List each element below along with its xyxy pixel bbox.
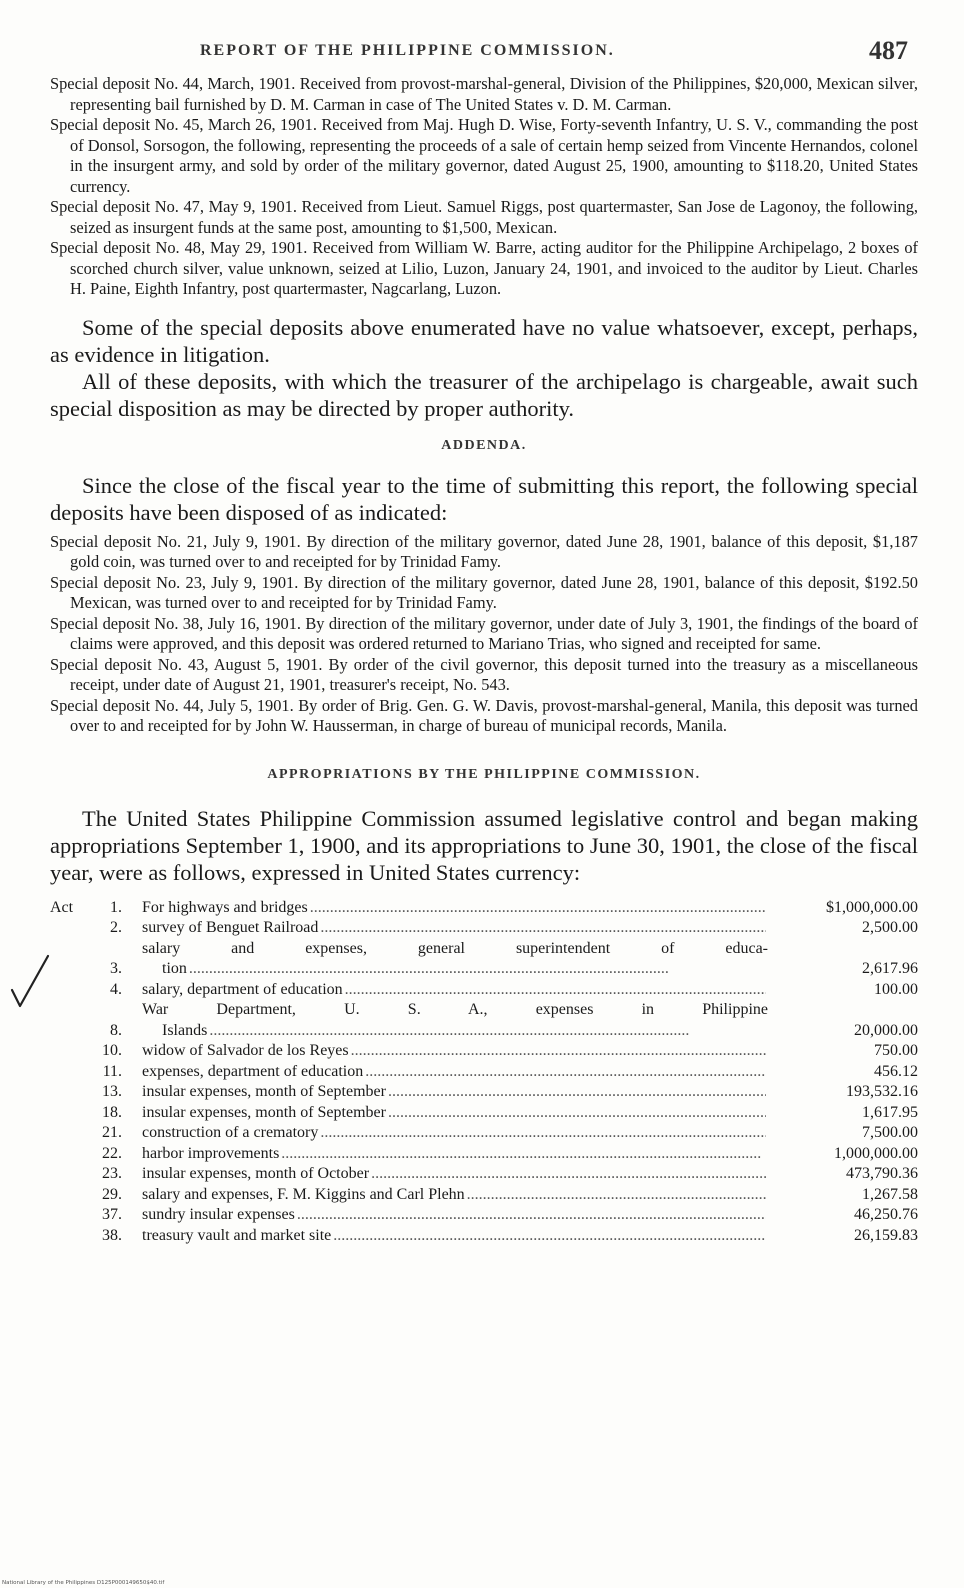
act-amount: 473,790.36 [846, 1165, 918, 1182]
table-row [50, 1185, 918, 1206]
addenda-entry: Special deposit No. 44, July 5, 1901. By order of Brig. Gen. G. W. Davis, provost-marshal-general, Manila, this deposit was turned over to and receipted for by John W. Hausserman, in charge of bureau of municipal records, Manila. [50, 695, 918, 735]
act-description: survey of Benguet Railroad ..... [142, 918, 768, 939]
act-amount: 20,000.00 [854, 1021, 918, 1039]
act-amount: 2,500.00 [862, 919, 918, 936]
addenda-entry: Special deposit No. 23, July 9, 1901. By direction of the military governor, dated June 28, 1901, balance of this deposit, $192.50 Mexican, was turned over to and receipted for by Trinidad Famy. [50, 572, 918, 612]
table-row [50, 939, 918, 980]
act-amount: 750.00 [874, 1042, 918, 1059]
addenda-entry: Special deposit No. 21, July 9, 1901. By direction of the military governor, dated June 28, 1901, balance of this deposit, $1,187 gold coin, was turned over to and receipted for by Trinidad Famy. [50, 531, 918, 571]
table-row [50, 1000, 918, 1041]
act-description: expenses, department of education ..... [142, 1062, 768, 1083]
addenda-heading: ADDENDA. [441, 437, 527, 453]
act-description: For highways and bridges ..... [142, 898, 768, 919]
act-number: 38. [102, 1226, 122, 1244]
scan-footer-note: National Library of the Philippines D125P000149650$40.tif [2, 1580, 165, 1586]
table-row [50, 1041, 918, 1062]
addenda-entry: Special deposit No. 43, August 5, 1901. By order of the civil governor, this deposit turned into the treasury as a miscellaneous receipt, under date of August 21, 1901, treasurer's receipt, No. 543. [50, 654, 918, 694]
act-description: War Department, U. S. A., expenses in Philippine Islands ..... [142, 1000, 768, 1041]
act-description: harbor improvements ..... [142, 1144, 768, 1165]
table-row [50, 980, 918, 1001]
act-number: 13. [102, 1083, 122, 1100]
table-row [50, 1062, 918, 1083]
addenda-intro: Since the close of the fiscal year to the time of submitting this report, the following special deposits have been disposed of as indicated: [50, 472, 918, 525]
table-row [50, 1164, 918, 1185]
act-description: construction of a crematory ..... [142, 1123, 768, 1144]
special-deposits-list [50, 74, 918, 300]
appropriations-table [50, 898, 918, 1247]
act-description: salary and expenses, F. M. Kiggins and Carl Plehn ..... [142, 1185, 768, 1206]
act-number: 22. [102, 1144, 122, 1162]
body-paragraph: Some of the special deposits above enumerated have no value whatsoever, except, perhaps, as evidence in litigation. [50, 314, 918, 367]
addenda-list [50, 532, 918, 737]
act-number: 37. [102, 1206, 122, 1223]
act-number: 18. [102, 1103, 122, 1121]
appropriations-heading: APPROPRIATIONS BY THE PHILIPPINE COMMISSION. [267, 766, 701, 782]
deposit-entry: Special deposit No. 44, March, 1901. Received from provost-marshal-general, Division of the Philippines, $20,000, Mexican silver, representing bail furnished by D. M. Carman in case of The United States v. D. M. Carman. [50, 74, 918, 114]
handwritten-checkmark-icon [8, 952, 52, 1012]
act-description: treasury vault and market site ..... [142, 1226, 768, 1247]
table-row [50, 1082, 918, 1103]
act-description: insular expenses, month of October ..... [142, 1164, 768, 1185]
act-number: 21. [102, 1124, 122, 1141]
act-amount: 1,000,000.00 [834, 1144, 918, 1162]
act-amount: 2,617.96 [862, 960, 918, 977]
act-number: 23. [102, 1165, 122, 1182]
act-amount: 456.12 [874, 1062, 918, 1080]
act-description: salary and expenses, general superintendent of educa- tion ..... [142, 939, 768, 980]
act-description: insular expenses, month of September ..... [142, 1103, 768, 1124]
table-row [50, 1103, 918, 1124]
table-row [50, 1144, 918, 1165]
table-row [50, 1226, 918, 1247]
running-head [50, 30, 918, 74]
act-amount: 100.00 [874, 980, 918, 998]
appropriations-intro: The United States Philippine Commission assumed legislative control and began making appropriations September 1, 1900, and its appropriations to June 30, 1901, the close of the fiscal year, were as follows, expressed in United States currency: [50, 805, 918, 885]
table-row [50, 1123, 918, 1144]
running-title: REPORT OF THE PHILIPPINE COMMISSION. [200, 42, 615, 59]
act-amount: 7,500.00 [862, 1124, 918, 1141]
act-description: insular expenses, month of September ..... [142, 1082, 768, 1103]
deposit-entry: Special deposit No. 47, May 9, 1901. Received from Lieut. Samuel Riggs, post quartermaster, San Jose de Lagonoy, the following, seized as insurgent funds at the same post, amounting to $1,500, Mexican. [50, 197, 918, 237]
act-amount: 193,532.16 [846, 1083, 918, 1100]
act-number: 4. [110, 980, 122, 998]
addenda-entry: Special deposit No. 38, July 16, 1901. By direction of the military governor, under date of July 3, 1901, the findings of the board of claims were approved, and this deposit was ordered returned to Mariano Trias, who signed and receipted for same. [50, 613, 918, 653]
act-description: sundry insular expenses ..... [142, 1205, 768, 1226]
act-amount: 26,159.83 [854, 1226, 918, 1244]
body-paragraph: All of these deposits, with which the treasurer of the archipelago is chargeable, await such special disposition as may be directed by proper authority. [50, 368, 918, 421]
act-amount: $1,000,000.00 [826, 898, 918, 916]
table-row [50, 1205, 918, 1226]
act-description: salary, department of education ..... [142, 980, 768, 1001]
act-amount: 46,250.76 [854, 1206, 918, 1223]
act-description: widow of Salvador de los Reyes ..... [142, 1041, 768, 1062]
act-label: Act [50, 898, 74, 916]
act-number: 2. [110, 919, 122, 936]
act-amount: 1,617.95 [862, 1103, 918, 1121]
table-row [50, 918, 918, 939]
act-number: 3. [110, 960, 122, 977]
act-number: 10. [102, 1042, 122, 1059]
act-number: 8. [110, 1021, 122, 1039]
act-number: 29. [102, 1185, 122, 1203]
page-number: 487 [869, 36, 908, 65]
deposit-entry: Special deposit No. 48, May 29, 1901. Received from William W. Barre, acting auditor for the Philippine Archipelago, 2 boxes of scorched church silver, value unknown, seized at Lilio, Luzon, January 24, 1901, and invoiced to the auditor by Lieut. Charles H. Paine, Eighth Infantry, post quartermaster, Nagcarlang, Luzon. [50, 238, 918, 298]
table-row [50, 898, 918, 919]
act-number: 11. [102, 1062, 122, 1080]
act-amount: 1,267.58 [862, 1185, 918, 1203]
deposit-entry: Special deposit No. 45, March 26, 1901. Received from Maj. Hugh D. Wise, Forty-seventh Infantry, U. S. V., commanding the post of Donsol, Sorsogon, the following, representing the proceeds of a sale of certain hemp seized from Vincente Hernandos, colonel in the insurgent army, and sold by order of the military governor, dated August 25, 1900, amounting to $118.20, United States currency. [50, 115, 918, 196]
document-page [50, 30, 918, 1246]
act-number: 1. [110, 898, 122, 916]
